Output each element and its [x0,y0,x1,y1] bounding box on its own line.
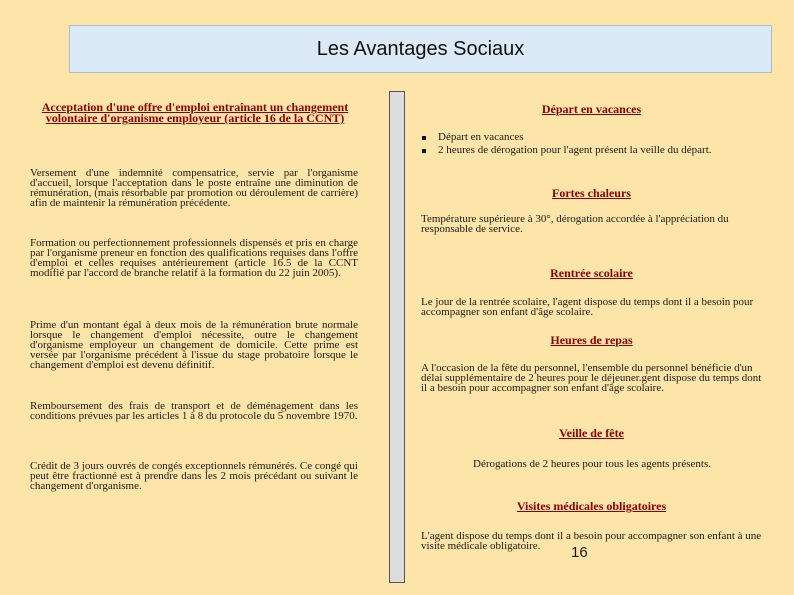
heading-rentree-scolaire: Rentrée scolaire [550,266,633,280]
left-paragraph-credit: Crédit de 3 jours ouvrés de congés exceptionnels rémunérés. Ce congé qui peut être fractionné est à prendre dans les 2 mois précédant ou suivant le changement d'organisme. [30,460,358,492]
left-paragraph-formation: Formation ou perfectionnement professionnels dispensés et pris en charge par l'organisme preneur en fonction des qualifications requises dans l'offre d'emploi et celles requises antérieurement (article 16.5 de la CCNT modifié par l'accord de branche relatif à la formation du 22 juin 2005). [30,237,358,279]
text-rentree-scolaire: Le jour de la rentrée scolaire, l'agent dispose du temps dont il a besoin pour accompagner son enfant d'âge scolaire. [421,296,754,318]
left-paragraph-remboursement: Remboursement des frais de transport et de déménagement dans les conditions prévues par les articles 1 à 8 du protocole du 5 novembre 1970. [30,400,358,422]
heading-fortes-chaleurs: Fortes chaleurs [552,186,631,200]
text-heures-repas: A l'occasion de la fête du personnel, l'ensemble du personnel bénéficie d'un délai supplémentaire de 2 heures pour le déjeuner.gent dispose du temps dont il a besoin pour accompagner son enfant d'âge scolaire. [421,362,762,394]
text-fortes-chaleurs: Température supérieure à 30°, dérogation accordée à l'appréciation du responsable de service. [421,213,729,235]
heading-heures-repas: Heures de repas [550,333,633,347]
page-title: Les Avantages Sociaux [316,37,525,60]
heading-veille-fete: Veille de fête [559,426,624,440]
title-box [69,25,772,73]
left-heading: Acceptation d'une offre d'emploi entraînant un changement volontaire d'organisme employeur (article 16 de la CCNT) [41,100,349,125]
bullet-icon [422,136,426,140]
column-divider [389,91,405,583]
left-paragraph-indemnite: Versement d'une indemnité compensatrice, servie par l'organisme d'accueil, lorsque l'acceptation dans le poste entraîne une diminution de rémunération, (mais résorbable par promotion ou déroulement de carrière) afin de maintenir la rémunération précédente. [30,167,358,209]
bullet-icon [422,149,426,153]
page-number: 16 [571,544,588,561]
text-veille-fete: Dérogations de 2 heures pour tous les agents présents. [473,458,711,470]
depart-bullet-list [422,131,712,157]
list-item: Départ en vacances [422,131,712,144]
heading-depart-vacances: Départ en vacances [541,102,642,116]
text-visites-medicales: L'agent dispose du temps dont il a besoin pour accompagner son enfant à une visite médicale obligatoire. [421,530,762,552]
list-item: 2 heures de dérogation pour l'agent présent la veille du départ. [422,144,712,157]
heading-visites-medicales: Visites médicales obligatoires [516,499,667,513]
left-paragraph-prime: Prime d'un montant égal à deux mois de la rémunération brute normale lorsque le changement d'emploi nécessite, outre le changement d'organisme employeur un changement de domicile. Cette prime est versée par l'organisme précédent à l'issue du stage probatoire lorsque le changement d'emploi est devenu définitif. [30,319,358,371]
